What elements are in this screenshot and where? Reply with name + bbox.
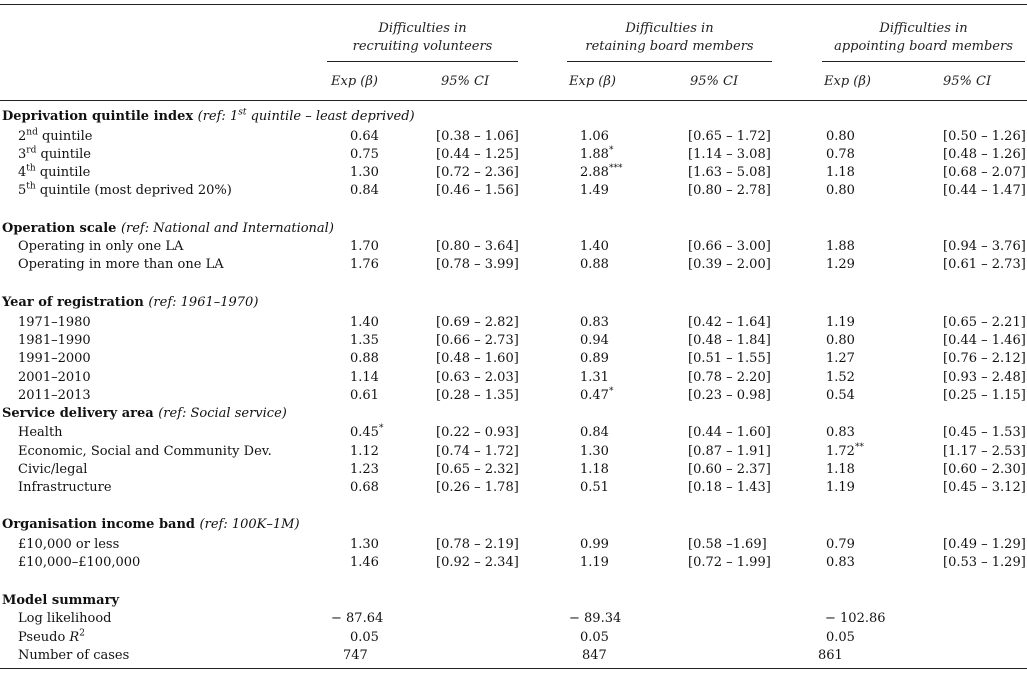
row-label: 2011–2013 [18, 388, 91, 403]
significance-marker: ** [854, 442, 864, 453]
exp-value: 0.64 [350, 129, 379, 144]
header-rule [0, 100, 1027, 101]
exp-value: 1.40 [350, 315, 379, 330]
ci-value: [0.66 – 3.00] [688, 239, 771, 254]
ci-value: [0.45 – 3.12] [943, 480, 1026, 495]
exp-value: 1.27 [826, 351, 855, 366]
exp-value: 1.88* [580, 145, 614, 162]
ci-value: [0.18 – 1.43] [688, 480, 771, 495]
table-row [0, 554, 1027, 572]
log-likelihood-value: − 89.34 [569, 611, 622, 626]
cases-value: 847 [582, 648, 607, 663]
ci-value: [0.68 – 2.07] [943, 165, 1026, 180]
cases-value: 747 [343, 648, 368, 663]
exp-value: 1.46 [350, 555, 379, 570]
ci-value: [0.69 – 2.82] [436, 315, 519, 330]
group-header-recruiting [327, 20, 518, 56]
section-title: Year of registration (ref: 1961–1970) [2, 295, 259, 310]
group-rule-retaining [567, 61, 772, 62]
ci-value: [0.44 – 1.25] [436, 147, 519, 162]
group-header-retaining [567, 20, 772, 56]
exp-value: 0.84 [580, 425, 609, 440]
exp-value: 0.80 [826, 333, 855, 348]
exp-value: 1.23 [350, 462, 379, 477]
ci-value: [0.39 – 2.00] [688, 257, 771, 272]
table-row [0, 461, 1027, 479]
exp-value: 0.61 [350, 388, 379, 403]
pseudo-r2-value: 0.05 [350, 630, 379, 645]
table-row [0, 182, 1027, 200]
section-title: Organisation income band (ref: 100K–1M) [2, 517, 300, 532]
ci-value: [0.23 – 0.98] [688, 388, 771, 403]
log-likelihood-value: − 102.86 [825, 611, 886, 626]
ci-value: [0.60 – 2.37] [688, 462, 771, 477]
row-label: 1981–1990 [18, 333, 91, 348]
group-header-appointing [822, 20, 1025, 56]
section-title: Operation scale (ref: National and International) [2, 221, 334, 236]
exp-value: 0.99 [580, 537, 609, 552]
ci-value: [0.63 – 2.03] [436, 370, 519, 385]
ci-value: [0.66 – 2.73] [436, 333, 519, 348]
row-label: Log likelihood [18, 611, 112, 626]
exp-value: 0.54 [826, 388, 855, 403]
section-title: Deprivation quintile index (ref: 1st quintile – least deprived) [2, 107, 415, 124]
table-row [0, 256, 1027, 274]
exp-value: 1.18 [826, 165, 855, 180]
exp-value: 1.49 [580, 183, 609, 198]
significance-marker: * [378, 423, 384, 434]
subheader-ci: 95% CI [943, 74, 992, 89]
row-label: Pseudo $R^2$ [18, 628, 85, 645]
exp-value: 1.70 [350, 239, 379, 254]
ci-value: [0.53 – 1.29] [943, 555, 1026, 570]
table-row [0, 479, 1027, 497]
ci-value: [0.72 – 1.99] [688, 555, 771, 570]
subheader-exp: Exp (β) [569, 74, 616, 89]
exp-value: 2.88*** [580, 163, 623, 180]
exp-value: 1.19 [826, 315, 855, 330]
ci-value: [0.61 – 2.73] [943, 257, 1026, 272]
section-heading-income-band [0, 516, 1027, 534]
ci-value: [0.78 – 3.99] [436, 257, 519, 272]
subheader-exp: Exp (β) [824, 74, 871, 89]
group-header-line: Difficulties in [378, 21, 467, 36]
table-row [0, 164, 1027, 182]
row-label: 3rd quintile [18, 145, 91, 162]
row-label: Civic/legal [18, 462, 88, 477]
exp-value: 0.75 [350, 147, 379, 162]
cases-value: 861 [818, 648, 843, 663]
ci-value: [0.94 – 3.76] [943, 239, 1026, 254]
significance-marker: * [608, 145, 614, 156]
exp-value: 0.89 [580, 351, 609, 366]
top-rule [0, 4, 1027, 5]
exp-value: 1.30 [350, 537, 379, 552]
table-row [0, 647, 1027, 665]
ci-value: [0.65 – 2.32] [436, 462, 519, 477]
ci-value: [0.78 – 2.20] [688, 370, 771, 385]
exp-value: 1.30 [350, 165, 379, 180]
exp-value: 1.40 [580, 239, 609, 254]
ci-value: [1.17 – 2.53] [943, 444, 1026, 459]
table-row [0, 314, 1027, 332]
pseudo-r2-value: 0.05 [580, 630, 609, 645]
exp-value: 0.83 [826, 425, 855, 440]
exp-value: 1.18 [580, 462, 609, 477]
exp-value: 1.35 [350, 333, 379, 348]
exp-value: 0.51 [580, 480, 609, 495]
significance-marker: *** [608, 163, 623, 174]
ci-value: [0.28 – 1.35] [436, 388, 519, 403]
exp-value: 1.88 [826, 239, 855, 254]
row-label: 4th quintile [18, 163, 91, 180]
group-rule-appointing [822, 61, 1025, 62]
subheader-ci: 95% CI [690, 74, 739, 89]
section-heading-deprivation [0, 108, 1027, 126]
table-row [0, 369, 1027, 387]
ci-value: [1.63 – 5.08] [688, 165, 771, 180]
significance-marker: * [608, 386, 614, 397]
row-label: Health [18, 425, 63, 440]
exp-value: 0.78 [826, 147, 855, 162]
ci-value: [0.50 – 1.26] [943, 129, 1026, 144]
ci-value: [0.72 – 2.36] [436, 165, 519, 180]
ci-value: [0.48 – 1.60] [436, 351, 519, 366]
section-heading-model-summary [0, 592, 1027, 610]
ci-value: [0.26 – 1.78] [436, 480, 519, 495]
ci-value: [0.25 – 1.15] [943, 388, 1026, 403]
exp-value: 1.72** [826, 442, 864, 459]
exp-value: 1.19 [826, 480, 855, 495]
row-label: Operating in more than one LA [18, 257, 224, 272]
row-label: 1991–2000 [18, 351, 91, 366]
exp-value: 0.80 [826, 129, 855, 144]
ci-value: [0.80 – 3.64] [436, 239, 519, 254]
ci-value: [0.44 – 1.60] [688, 425, 771, 440]
table-row [0, 146, 1027, 164]
exp-value: 1.76 [350, 257, 379, 272]
group-header-line: recruiting volunteers [352, 39, 493, 54]
ci-value: [0.49 – 1.29] [943, 537, 1026, 552]
table-row [0, 387, 1027, 405]
ci-value: [0.48 – 1.84] [688, 333, 771, 348]
table-row [0, 610, 1027, 628]
ci-value: [0.51 – 1.55] [688, 351, 771, 366]
ci-value: [0.44 – 1.46] [943, 333, 1026, 348]
row-label: Number of cases [18, 648, 130, 663]
exp-value: 1.12 [350, 444, 379, 459]
exp-value: 0.80 [826, 183, 855, 198]
row-label: 1971–1980 [18, 315, 91, 330]
ci-value: [0.42 – 1.64] [688, 315, 771, 330]
row-label: £10,000 or less [18, 537, 120, 552]
table-row [0, 629, 1027, 647]
ci-value: [0.44 – 1.47] [943, 183, 1026, 198]
table-row [0, 350, 1027, 368]
row-label: £10,000–£100,000 [18, 555, 141, 570]
exp-value: 0.83 [826, 555, 855, 570]
group-header-line: Difficulties in [625, 21, 714, 36]
table-row [0, 128, 1027, 146]
table-row [0, 332, 1027, 350]
ci-value: [0.22 – 0.93] [436, 425, 519, 440]
ci-value: [0.38 – 1.06] [436, 129, 519, 144]
exp-value: 0.84 [350, 183, 379, 198]
exp-value: 1.29 [826, 257, 855, 272]
section-heading-year-of-registration [0, 294, 1027, 312]
exp-value: 1.52 [826, 370, 855, 385]
exp-value: 1.14 [350, 370, 379, 385]
group-header-line: retaining board members [585, 39, 754, 54]
row-label: 2nd quintile [18, 127, 93, 144]
exp-value: 0.47* [580, 386, 614, 403]
table-row [0, 238, 1027, 256]
ci-value: [0.80 – 2.78] [688, 183, 771, 198]
exp-value: 0.88 [350, 351, 379, 366]
ci-value: [0.60 – 2.30] [943, 462, 1026, 477]
pseudo-r2-value: 0.05 [826, 630, 855, 645]
row-label: 2001–2010 [18, 370, 91, 385]
ci-value: [0.78 – 2.19] [436, 537, 519, 552]
exp-value: 1.30 [580, 444, 609, 459]
ci-value: [1.14 – 3.08] [688, 147, 771, 162]
group-header-line: Difficulties in [879, 21, 968, 36]
ci-value: [0.76 – 2.12] [943, 351, 1026, 366]
section-heading-operation-scale [0, 220, 1027, 238]
exp-value: 0.88 [580, 257, 609, 272]
subheader-ci: 95% CI [441, 74, 490, 89]
exp-value: 0.68 [350, 480, 379, 495]
row-label: Operating in only one LA [18, 239, 184, 254]
section-title: Model summary [2, 593, 119, 608]
group-rule-recruiting [327, 61, 518, 62]
table-row [0, 536, 1027, 554]
section-title: Service delivery area (ref: Social service) [2, 406, 287, 421]
table-row [0, 424, 1027, 442]
exp-value: 1.06 [580, 129, 609, 144]
row-label: Infrastructure [18, 480, 112, 495]
table-row [0, 443, 1027, 461]
ci-value: [0.65 – 1.72] [688, 129, 771, 144]
subheader-exp: Exp (β) [331, 74, 378, 89]
row-label: 5th quintile (most deprived 20%) [18, 181, 232, 198]
exp-value: 1.18 [826, 462, 855, 477]
row-label: Economic, Social and Community Dev. [18, 444, 272, 459]
exp-value: 1.19 [580, 555, 609, 570]
exp-value: 0.45* [350, 423, 384, 440]
exp-value: 0.83 [580, 315, 609, 330]
ci-value: [0.93 – 2.48] [943, 370, 1026, 385]
group-header-line: appointing board members [834, 39, 1013, 54]
section-heading-service-delivery-area [0, 405, 1027, 423]
log-likelihood-value: − 87.64 [331, 611, 384, 626]
ci-value: [0.48 – 1.26] [943, 147, 1026, 162]
exp-value: 0.94 [580, 333, 609, 348]
exp-value: 0.79 [826, 537, 855, 552]
ci-value: [0.45 – 1.53] [943, 425, 1026, 440]
ci-value: [0.87 – 1.91] [688, 444, 771, 459]
ci-value: [0.65 – 2.21] [943, 315, 1026, 330]
bottom-rule [0, 668, 1027, 669]
ci-value: [0.74 – 1.72] [436, 444, 519, 459]
ci-value: [0.92 – 2.34] [436, 555, 519, 570]
ci-value: [0.58 –1.69] [688, 537, 767, 552]
ci-value: [0.46 – 1.56] [436, 183, 519, 198]
exp-value: 1.31 [580, 370, 609, 385]
